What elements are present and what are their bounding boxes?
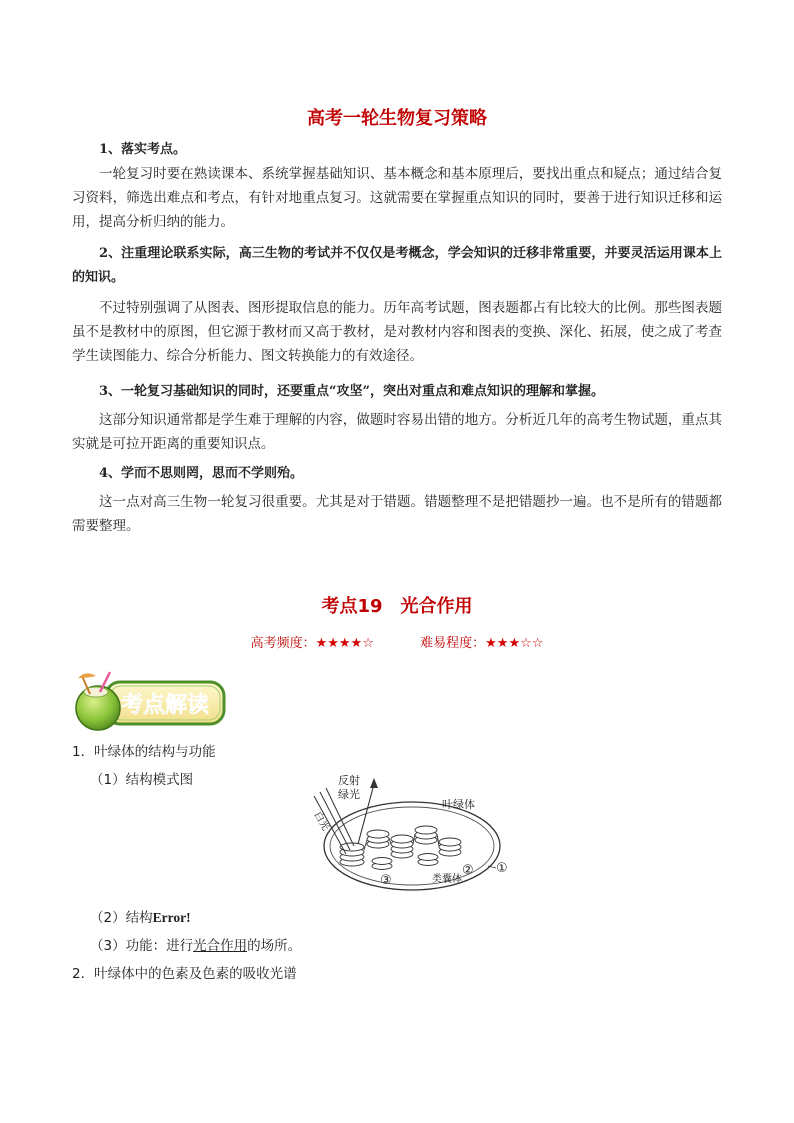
label-2: ②	[462, 863, 474, 878]
item-1: 1．叶绿体的结构与功能	[72, 744, 216, 760]
difficulty-stars: ★★★☆☆	[485, 636, 544, 651]
item-1-3-prefix: （3）功能：进行	[90, 938, 194, 954]
coconut-badge-icon	[70, 668, 230, 734]
label-thylakoid: 类囊体	[432, 874, 462, 885]
topic-title: 考点19 光合作用	[321, 596, 473, 617]
label-chloroplast: 叶绿体	[442, 798, 475, 811]
chloroplast-diagram	[300, 762, 520, 892]
label-green-light: 绿光	[338, 788, 360, 801]
rating-line	[0, 632, 794, 651]
section-4-heading: 4、学而不思则罔，思而不学则殆。	[99, 466, 304, 481]
item-1-2	[90, 906, 191, 926]
item-1-2-prefix: （2）结构	[90, 910, 153, 926]
section-4-body: 这一点对高三生物一轮复习很重要。尤其是对于错题。错题整理不是把错题抄一遍。也不是所有的错题都需要整理。	[72, 494, 722, 534]
photosynthesis-underlined: 光合作用	[193, 938, 248, 954]
page-title: 高考一轮生物复习策略	[307, 108, 487, 129]
item-1-1: （1）结构模式图	[90, 772, 194, 788]
section-3-body: 这部分知识通常都是学生难于理解的内容，做题时容易出错的地方。分析近几年的高考生物试题，重点其实就是可拉开距离的重要知识点。	[72, 412, 722, 452]
item-1-3-suffix: 的场所。	[247, 938, 302, 954]
section-1-body: 一轮复习时要在熟读课本、系统掌握基础知识、基本概念和基本原理后，要找出重点和疑点；通过结合复习资料，筛选出难点和考点，有针对地重点复习。这就需要在掌握重点知识的同时，要善于进行知识迁移和运用，提高分析归纳的能力。	[72, 166, 722, 230]
badge-label: 考点解读	[120, 693, 210, 718]
section-1-heading: 1、落实考点。	[99, 142, 187, 157]
frequency-stars: ★★★★☆	[315, 636, 374, 651]
error-text: Error!	[152, 910, 191, 925]
topic-badge	[70, 668, 230, 734]
item-2: 2．叶绿体中的色素及色素的吸收光谱	[72, 966, 297, 982]
frequency-label: 高考频度：	[250, 636, 316, 651]
label-reflect: 反射	[338, 774, 360, 787]
item-1-3	[90, 934, 301, 954]
difficulty-label: 难易程度：	[420, 636, 486, 651]
section-2-heading: 2、注重理论联系实际，高三生物的考试并不仅仅是考概念，学会知识的迁移非常重要，并要灵活运用课本上的知识。	[72, 246, 722, 285]
label-1: ①	[496, 861, 508, 876]
section-2-body: 不过特别强调了从图表、图形提取信息的能力。历年高考试题，图表题都占有比较大的比例。那些图表题虽不是教材中的原图，但它源于教材而又高于教材，是对教材内容和图表的变换、深化、拓展，使之成了考查学生读图能力、综合分析能力、图文转换能力的有效途径。	[72, 300, 722, 364]
label-3: ③	[380, 873, 392, 888]
label-white-light: 白光	[311, 810, 331, 833]
section-3-heading: 3、一轮复习基础知识的同时，还要重点“攻坚”，突出对重点和难点知识的理解和掌握。	[99, 384, 605, 399]
